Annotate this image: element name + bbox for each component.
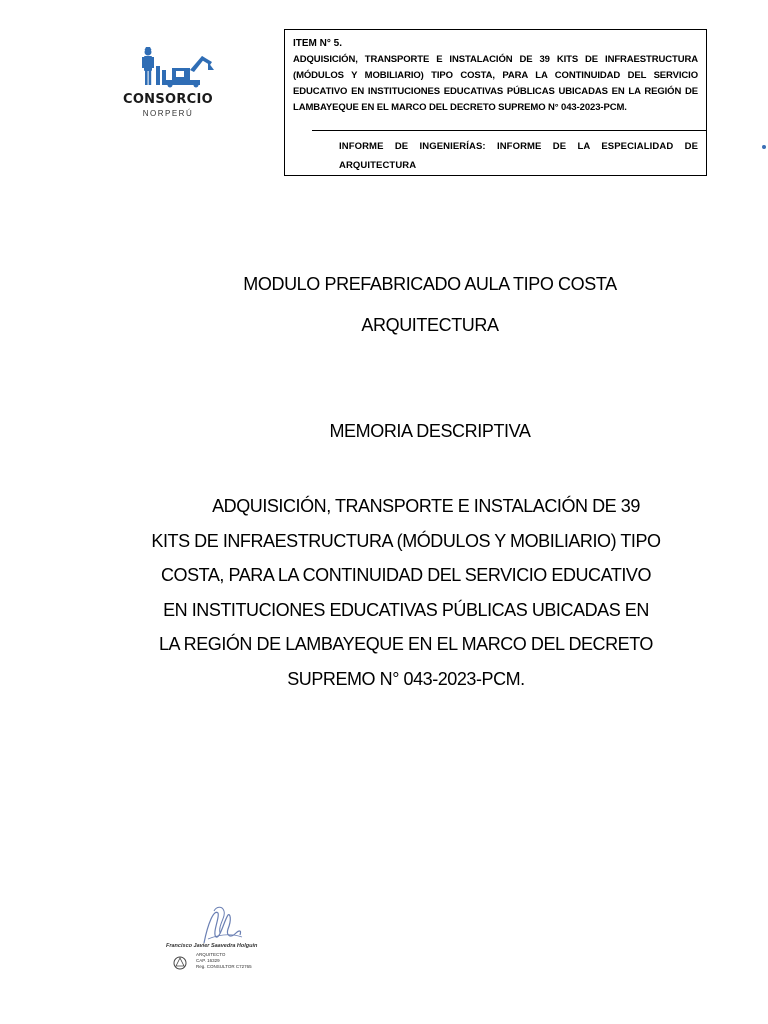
report-title: INFORME DE INGENIERÍAS: INFORME DE LA ESPECIALIDAD DE ARQUITECTURA (339, 141, 698, 171)
signature-stamp (158, 903, 274, 979)
project-description (150, 489, 662, 696)
item-description: ADQUISICIÓN, TRANSPORTE E INSTALACIÓN DE 39 KITS DE INFRAESTRUCTURA (MÓDULOS Y MOBILIARIO) TIPO COSTA, PARA LA CONTINUIDAD DEL SERVICIO EDUCATIVO EN INSTITUCIONES EDUCATIVAS PÚBLICAS UBICADAS EN LA REGIÓN DE LAMBAYEQUE EN EL MARCO DEL DECRETO SUPREMO N° 043-2023-PCM. (293, 54, 698, 113)
logo-name: CONSORCIO (122, 92, 214, 107)
crane-worker-icon (104, 40, 244, 96)
header-item-cell (285, 30, 706, 130)
signature-name: Francisco Javier Saavedra Holguin (166, 943, 258, 949)
header-box (284, 29, 707, 176)
stray-mark (762, 145, 766, 149)
section-title: MEMORIA DESCRIPTIVA (329, 421, 531, 441)
document-discipline: ARQUITECTURA (361, 315, 499, 335)
project-line: SUPREMO N° 043-2023-PCM. (287, 668, 525, 689)
project-line: LA REGIÓN DE LAMBAYEQUE EN EL MARCO DEL DECRETO (159, 634, 653, 654)
signature-registry: Reg. CONSULTOR C72765 (196, 964, 252, 969)
project-line: ADQUISICIÓN, TRANSPORTE E INSTALACIÓN DE 39 (212, 496, 640, 516)
header-divider (312, 130, 706, 131)
document-title: MODULO PREFABRICADO AULA TIPO COSTA (243, 274, 617, 294)
signature-role: ARQUITECTO (196, 952, 226, 957)
logo-subtitle: NORPERÚ (142, 109, 194, 118)
project-line: COSTA, PARA LA CONTINUIDAD DEL SERVICIO EDUCATIVO (160, 565, 652, 585)
item-number: ITEM N° 5. (293, 38, 343, 49)
signature-cap: CAP. 16329 (196, 958, 220, 963)
project-line: KITS DE INFRAESTRUCTURA (MÓDULOS Y MOBILIARIO) TIPO (151, 530, 661, 551)
project-line: EN INSTITUCIONES EDUCATIVAS PÚBLICAS UBICADAS EN (163, 599, 649, 620)
company-logo (104, 40, 244, 128)
